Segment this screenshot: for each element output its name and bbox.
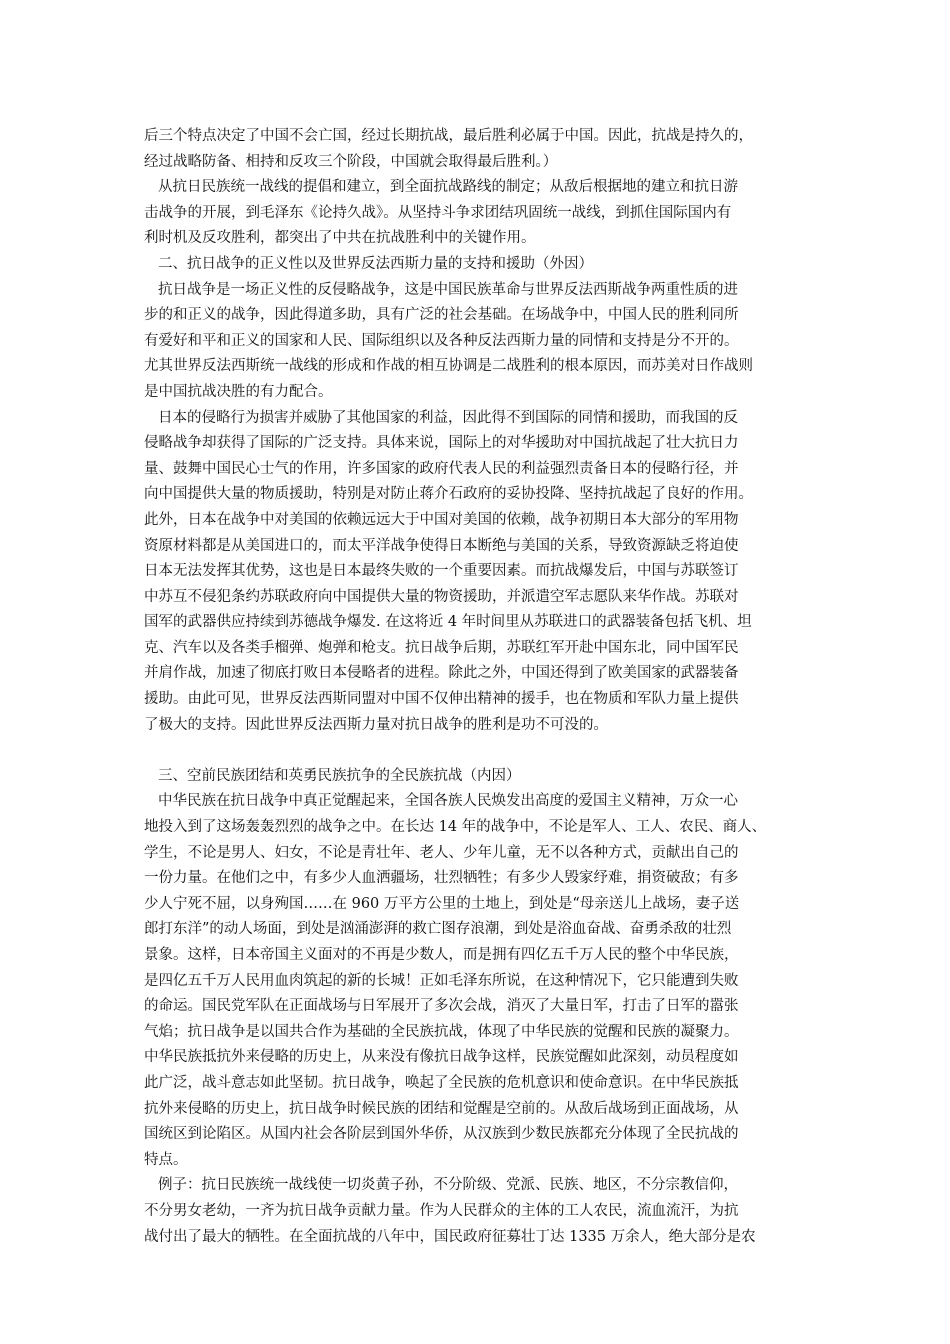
section-heading-2: 二、抗日战争的正义性以及世界反法西斯力量的支持和援助（外因） xyxy=(158,255,593,272)
paragraph-start-line: 中华民族在抗日战争中真正觉醒起来，全国各族人民焕发出高度的爱国主义精神，万众一心 xyxy=(158,793,738,810)
paragraph-start-line: 例子：抗日民族统一战线使一切炎黄子孙，不分阶级、党派、民族、地区，不分宗教信仰， xyxy=(158,1177,738,1194)
text-line: 利时机及反攻胜利，都突出了中共在抗战胜利中的关键作用。 xyxy=(144,230,536,247)
text-line: 援助。由此可见，世界反法西斯同盟对中国不仅伸出精神的援手，也在物质和军队力量上提供 xyxy=(144,691,739,708)
text-line: 经过战略防备、相持和反攻三个阶段，中国就会取得最后胜利。） xyxy=(144,153,558,170)
text-line: 战付出了最大的牺牲。在全面抗战的八年中，国民政府征募壮丁达 1335 万余人，绝大部分是农 xyxy=(144,1228,756,1245)
text-line: 步的和正义的战争，因此得道多助，具有广泛的社会基础。在场战争中，中国人民的胜利同所 xyxy=(144,307,739,324)
text-line: 尤其世界反法西斯统一战线的形成和作战的相互协调是二战胜利的根本原因，而苏美对日作战则 xyxy=(144,358,753,375)
text-line: 地投入到了这场轰轰烈烈的战争之中。在长达 14 年的战争中，不论是军人、工人、农民、商人、 xyxy=(144,819,767,836)
text-line: 特点。 xyxy=(144,1151,188,1168)
text-line: 郎打东洋”的动人场面，到处是汹涌澎湃的救亡图存浪潮，到处是浴血奋战、奋勇杀敌的壮烈 xyxy=(144,921,732,938)
text-line: 后三个特点决定了中国不会亡国，经过长期抗战，最后胜利必属于中国。因此，抗战是持久的， xyxy=(144,128,753,144)
text-line: 不分男女老幼，一齐为抗日战争贡献力量。作为人民群众的主体的工人农民，流血流汗，为抗 xyxy=(144,1202,739,1219)
paragraph-start-line: 日本的侵略行为损害并威胁了其他国家的利益，因此得不到国际的同情和援助，而我国的反 xyxy=(158,409,738,426)
text-line: 国军的武器供应持续到苏德战争爆发. 在这将近 4 年时间里从苏联进口的武器装备包括飞机、坦 xyxy=(144,614,752,631)
text-line: 侵略战争却获得了国际的广泛支持。具体来说，国际上的对华援助对中国抗战起了壮大抗日力 xyxy=(144,435,739,452)
document-body xyxy=(144,124,808,1250)
text-line: 的命运。国民党军队在正面战场与日军展开了多次会战，消灭了大量日军，打击了日军的嚣张 xyxy=(144,998,739,1015)
blank-line xyxy=(144,738,808,764)
text-line: 是四亿五千万人民用血肉筑起的新的长城！正如毛泽东所说，在这种情况下，它只能遭到失败 xyxy=(144,972,739,989)
text-line: 了极大的支持。因此世界反法西斯力量对抗日战争的胜利是功不可没的。 xyxy=(144,716,608,733)
text-line: 克、汽车以及各类手榴弹、炮弹和枪支。抗日战争后期，苏联红军开赴中国东北，同中国军民 xyxy=(144,639,739,656)
text-line: 抗外来侵略的历史上，抗日战争时候民族的团结和觉醒是空前的。从敌后战场到正面战场，从 xyxy=(144,1100,739,1117)
text-line: 是中国抗战决胜的有力配合。 xyxy=(144,383,333,400)
paragraph-start-line: 抗日战争是一场正义性的反侵略战争，这是中国民族革命与世界反法西斯战争两重性质的进 xyxy=(158,281,738,298)
text-line: 气焰；抗日战争是以国共合作为基础的全民族抗战，体现了中华民族的觉醒和民族的凝聚力。 xyxy=(144,1023,739,1040)
text-line: 此广泛，战斗意志如此坚韧。抗日战争，唤起了全民族的危机意识和使命意识。在中华民族抵 xyxy=(144,1074,739,1091)
paragraph-start-line: 从抗日民族统一战线的提倡和建立，到全面抗战路线的制定；从敌后根据地的建立和抗日游 xyxy=(158,179,738,196)
text-line: 并肩作战，加速了彻底打败日本侵略者的进程。除此之外，中国还得到了欧美国家的武器装备 xyxy=(144,665,739,682)
text-line: 少人宁死不屈，以身殉国……在 960 万平方公里的土地上，到处是“母亲送儿上战场，妻子送 xyxy=(144,895,740,912)
text-line: 日本无法发挥其优势，这也是日本最终失败的一个重要因素。而抗战爆发后，中国与苏联签订 xyxy=(144,563,739,580)
text-line: 一份力量。在他们之中，有多少人血洒疆场，壮烈牺牲；有多少人毁家纾难，捐资破敌；有多 xyxy=(144,870,739,887)
text-line: 资原材料都是从美国进口的，而太平洋战争使得日本断绝与美国的关系，导致资源缺乏将迫使 xyxy=(144,537,739,554)
text-line: 国统区到论陷区。从国内社会各阶层到国外华侨，从汉族到少数民族都充分体现了全民抗战的 xyxy=(144,1126,739,1143)
text-line: 中苏互不侵犯条约苏联政府向中国提供大量的物资援助，并派遣空军志愿队来华作战。苏联对 xyxy=(144,588,739,605)
text-line: 此外，日本在战争中对美国的依赖远远大于中国对美国的依赖，战争初期日本大部分的军用物 xyxy=(144,511,739,528)
text-line: 击战争的开展，到毛泽东《论持久战》。从坚持斗争求团结巩固统一战线，到抓住国际国内有 xyxy=(144,204,732,221)
text-line: 向中国提供大量的物质援助，特别是对防止蒋介石政府的妥协投降、坚持抗战起了良好的作用。 xyxy=(144,486,753,503)
section-heading-3: 三、空前民族团结和英勇民族抗争的全民族抗战（内因） xyxy=(158,767,521,784)
text-line: 学生，不论是男人、妇女，不论是青壮年、老人、少年儿童，无不以各种方式，贡献出自己的 xyxy=(144,844,739,861)
text-line: 景象。这样，日本帝国主义面对的不再是少数人，而是拥有四亿五千万人民的整个中华民族， xyxy=(144,947,739,963)
text-line: 中华民族抵抗外来侵略的历史上，从来没有像抗日战争这样，民族觉醒如此深刻，动员程度如 xyxy=(144,1049,739,1066)
text-line: 量、鼓舞中国民心士气的作用，许多国家的政府代表人民的利益强烈责备日本的侵略行径，并 xyxy=(144,460,739,477)
text-line: 有爱好和平和正义的国家和人民、国际组织以及各种反法西斯力量的同情和支持是分不开的。 xyxy=(144,332,739,349)
